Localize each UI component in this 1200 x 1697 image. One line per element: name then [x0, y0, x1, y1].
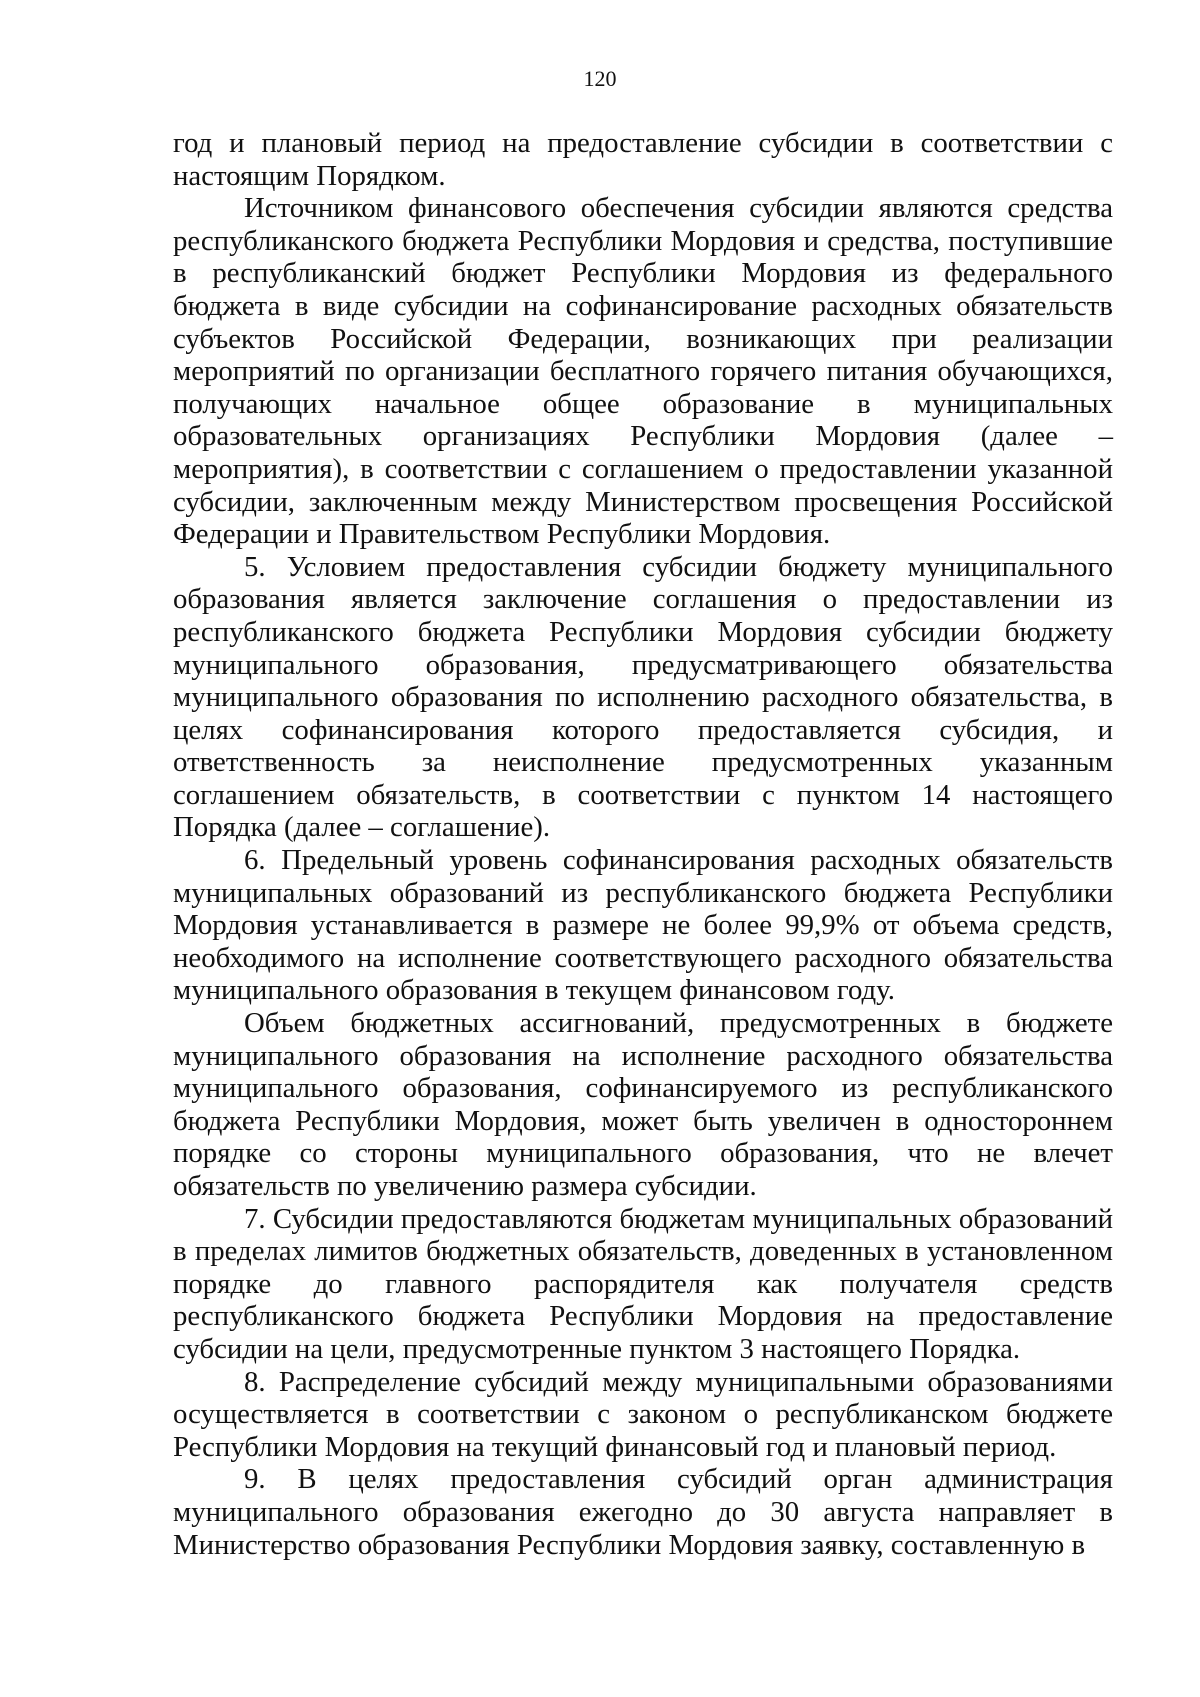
paragraph-continuation: год и плановый период на предоставление субсидии в соответствии с настоящим Порядком. — [173, 127, 1113, 192]
paragraph-item-7: 7. Субсидии предоставляются бюджетам муниципальных образований в пределах лимитов бюджетных обязательств, доведенных в установленном порядке до главного распорядителя как получателя средств республиканского бюджета Республики Мордовия на предоставление субсидии на цели, предусмотренные пунктом 3 настоящего Порядка. — [173, 1202, 1113, 1365]
paragraph-budget-allocation: Объем бюджетных ассигнований, предусмотренных в бюджете муниципального образования на исполнение расходного обязательства муниципального образования, софинансируемого из республиканского бюджета Республики Мордовия, может быть увеличен в одностороннем порядке со стороны муниципального образования, что не влечет обязательств по увеличению размера субсидии. — [173, 1007, 1113, 1202]
paragraph-item-9: 9. В целях предоставления субсидий орган администрация муниципального образования ежегодно до 30 августа направляет в Министерство образования Республики Мордовия заявку, составленную в — [173, 1463, 1113, 1561]
paragraph-funding-source: Источником финансового обеспечения субсидии являются средства республиканского бюджета Республики Мордовия и средства, поступившие в республиканский бюджет Республики Мордовия из федерального бюджета в виде субсидии на софинансирование расходных обязательств субъектов Российской Федерации, возникающих при реализации мероприятий по организации бесплатного горячего питания обучающихся, получающих начальное общее образование в муниципальных образовательных организациях Республики Мордовия (далее – мероприятия), в соответствии с соглашением о предоставлении указанной субсидии, заключенным между Министерством просвещения Российской Федерации и Правительством Республики Мордовия. — [173, 192, 1113, 551]
page-number: 120 — [583, 66, 617, 91]
paragraph-item-5: 5. Условием предоставления субсидии бюджету муниципального образования является заключение соглашения о предоставлении из республиканского бюджета Республики Мордовия субсидии бюджету муниципального образования, предусматривающего обязательства муниципального образования по исполнению расходного обязательства, в целях софинансирования которого предоставляется субсидия, и ответственность за неисполнение предусмотренных указанным соглашением обязательств, в соответствии с пунктом 14 настоящего Порядка (далее – соглашение). — [173, 550, 1113, 844]
paragraph-item-8: 8. Распределение субсидий между муниципальными образованиями осуществляется в соответствии с законом о республиканском бюджете Республики Мордовия на текущий финансовый год и плановый период. — [173, 1365, 1113, 1463]
document-body — [173, 127, 1113, 1561]
paragraph-item-6: 6. Предельный уровень софинансирования расходных обязательств муниципальных образований из республиканского бюджета Республики Мордовия устанавливается в размере не более 99,9% от объема средств, необходимого на исполнение соответствующего расходного обязательства муниципального образования в текущем финансовом году. — [173, 844, 1113, 1007]
